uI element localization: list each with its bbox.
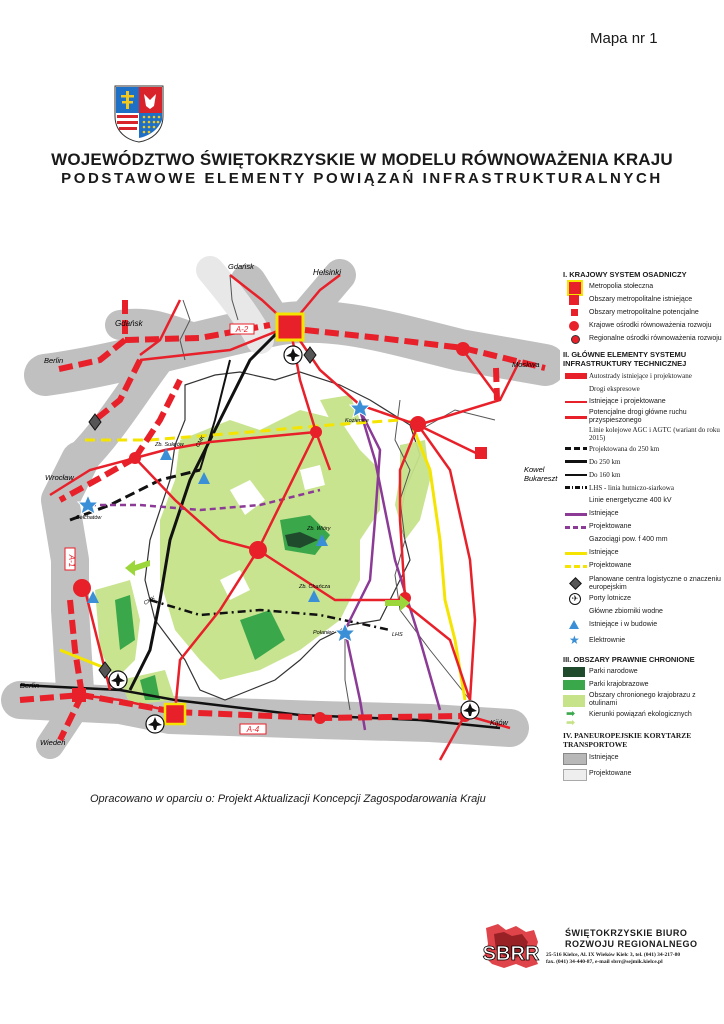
institution-name [565,928,698,950]
legend-centra: Planowane centra logistyczne o znaczeniu europejskim [589,576,721,591]
legend-potencjalne: Potencjalne drogi główne ruchu przyspieszonego [589,409,687,424]
label-a4: A-4 [246,725,260,734]
legend-istn-proj: Istniejące i projektowane [589,398,666,405]
legend-metropolia: Metropolia stołeczna [589,283,654,290]
map-canvas [0,250,560,770]
label-wieden: Wiedeń [40,738,66,747]
label-berlin-bottom: Berlin [20,681,40,690]
institution-address [546,952,721,966]
siedlce-centre-icon [456,342,470,356]
legend-energ-proj: Projektowane [589,523,632,530]
label-berlin-top: Berlin [44,356,64,365]
institution-name-line-1: ŚWIĘTOKRZYSKIE BIURO [565,928,688,938]
institution-address-line-1: 25-516 Kielce, Al. IX Wieków Kielc 3, tel. (041) 34-217-80 [546,952,681,958]
legend-parki-kraj: Parki krajobrazowe [589,681,649,688]
legend-lhs: LHS - linia hutniczo-siarkowa [589,484,674,492]
label-cmk-bottom: CMK [143,595,157,607]
legend-airport-icon: ✈ [569,593,581,605]
katowice-metropolis-icon [72,688,86,702]
radom-centre-icon [410,416,426,432]
map-number: Mapa nr 1 [590,30,658,47]
label-kijow: Kijów [490,718,508,727]
legend-zbiorniki2: Istniejące i w budowie [589,621,658,628]
label-gdansk-top: Gdańsk [228,262,254,271]
legend-section-2: II. GŁÓWNE ELEMENTY SYSTEMU INFRASTRUKTURY TECHNICZNEJ [563,350,687,368]
label-bukareszt: Bukareszt [524,474,558,483]
legend-obszary-pot: Obszary metropolitalne potencjalne [589,309,699,316]
title-line-2: PODSTAWOWE ELEMENTY POWIĄZAŃ INFRASTRUKTURALNYCH [61,170,663,187]
coat-of-arms-icon [113,84,165,144]
label-zb-sulejow: Zb. Sulejów [155,442,184,448]
czestochowa-centre-icon [73,579,91,597]
radom-regional-icon [310,426,322,438]
legend-section-3: III. OBSZARY PRAWNIE CHRONIONE [563,655,695,664]
legend-krajowe: Krajowe ośrodki równoważenia rozwoju [589,322,712,329]
sbrr-logo-icon [476,920,546,972]
label-a1: A-1 [67,554,76,568]
legend-autostrady: Autostrady istniejące i projektowane [589,372,692,380]
label-moskwa: Moskwa [512,360,540,369]
tarnow-centre-icon [314,712,326,724]
legend-proj250: Projektowana do 250 km [589,445,660,453]
institution-name-line-2: ROZWOJU REGIONALNEGO [565,939,698,949]
legend-elektrownie: Elektrownie [589,637,626,644]
label-gdansk-left: Gdańsk [115,319,143,328]
label-a2: A-2 [235,325,249,334]
legend-do160: Do 160 km [589,471,621,479]
legend-kor-proj: Projektowane [589,770,632,777]
legend-obszary-chr: Obszary chronionego krajobrazu z otulinami [589,692,696,707]
legend-powerplant-icon: ★ [569,633,580,647]
legend-energ-istn: Istniejące [589,510,619,517]
legend-gaz-istn: Istniejące [589,549,619,556]
lublin-metropolis-icon [475,447,487,459]
label-kowel: Kowel [524,465,545,474]
sbrr-logo-text: SBRR [482,943,540,965]
legend-drogi-eks: Drogi ekspresowe [589,385,640,393]
label-kozienice: Kozienice [345,418,369,424]
legend-section-1: I. KRAJOWY SYSTEM OSADNICZY [563,270,687,279]
legend-parki-nar: Parki narodowe [589,668,638,675]
legend-kor-istn: Istniejące [589,754,619,761]
label-zb-chancza: Zb. Chańcza [299,584,331,590]
title-line-1: WOJEWÓDZTWO ŚWIĘTOKRZYSKIE W MODELU RÓWNOWAŻENIA KRAJU [51,150,673,169]
legend-regionalne: Regionalne ośrodki równoważenia rozwoju [589,335,722,342]
label-belchatow: Bełchatów [76,515,102,521]
legend-gaz: Gazociągi pow. f 400 mm [589,536,668,543]
label-lhs: LHS [392,632,403,638]
legend-obszary-istn: Obszary metropolitalne istniejące [589,296,693,303]
label-zb-wiory: Zb. Wióry [307,526,331,532]
legend-porty: Porty lotnicze [589,595,632,602]
label-wroclaw: Wrocław [45,473,74,482]
legend-zbiorniki: Główne zbiorniki wodne [589,608,663,615]
legend-energ: Linie energetyczne 400 kV [589,497,672,504]
krakow-metropolis-icon [165,704,185,724]
map-legend: I. KRAJOWY SYSTEM OSADNICZY Metropolia stołeczna Obszary metropolitalne istniejące Obszary metropolitalne potencjalne Krajowe ośrodki równoważenia rozwoju Regionalne ośrodki równoważenia rozwoju II. GŁÓWNE ELEMENTY SYSTEMU INFRASTRUKTURY TECHNICZNEJ Autostrady istniejące i projektowane Drogi ekspresowe Istniejące i projektowane Potencjalne drogi główne ruchu przyspieszonego Linie kolejowe AGC i AGTC (wariant do roku 2015) Projektowana do 250 km Do 250 km Do 160 km LHS - linia hutniczo-siarkowa Linie energetyczne 400 kV Istniejące Projektowane Gazociągi pow. f 400 mm Istniejące Projektowane Planowane centra logistyczne o znaczeniu europejskim ✈ Porty lotnicze Główne zbiorniki wodne Istniejące i w budowie ★ Elektrownie III. OBSZARY PRAWNIE CHRONIONE Parki narodowe Parki krajobrazowe Obszary chronionego krajobrazu z otulinami ➡ ➡ Kierunki powiązań ekologicznych IV. PANEUROPEJSKIE KORYTARZE TRANSPORTOWE Istniejące Projektowane [563,268,723,781]
warsaw-metropolis-icon [277,314,303,340]
label-cmk-top: CMK [195,435,207,449]
legend-do250: Do 250 km [589,458,621,466]
label-polaniec: Połaniec [313,630,335,636]
legend-gaz-proj: Projektowane [589,562,632,569]
credit-note: Opracowano w oparciu o: Projekt Aktualizacji Koncepcji Zagospodarowania Kraju [90,793,486,805]
institution-address-line-2: fax. (041) 34-440-87, e-mail sbrr@sejmik.kielce.pl [546,959,663,965]
legend-section-4: IV. PANEUROPEJSKIE KORYTARZE TRANSPORTOWE [563,731,692,749]
piotrkow-centre-icon [129,452,141,464]
kielce-centre-icon [249,541,267,559]
legend-kierunki: Kierunki powiązań ekologicznych [589,711,692,718]
legend-linie-kol: Linie kolejowe AGC i AGTC (wariant do roku 2015) [589,426,720,442]
label-helsinki: Helsinki [313,268,342,277]
